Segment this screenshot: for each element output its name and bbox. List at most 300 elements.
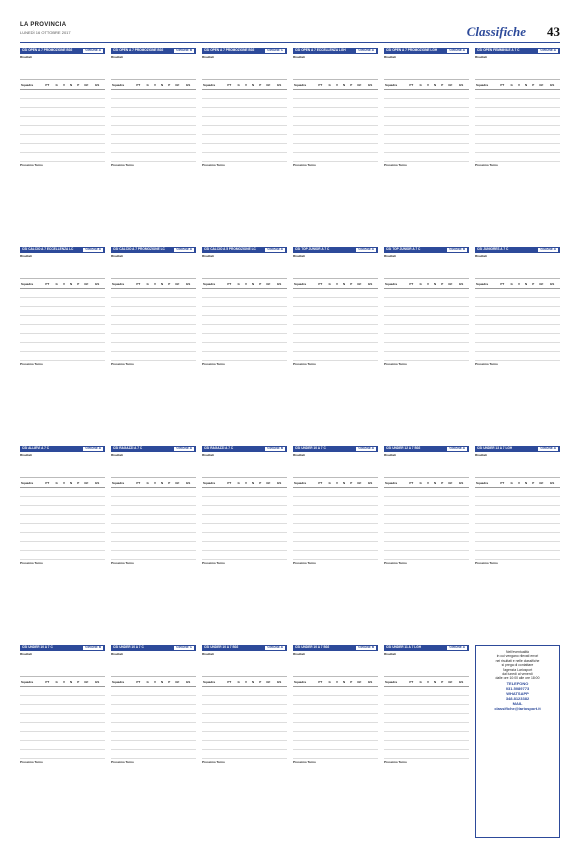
standings-block bbox=[202, 48, 287, 241]
table-row bbox=[111, 333, 196, 342]
phone-number[interactable]: 031.5089773 bbox=[505, 685, 530, 691]
stat-column-header: P bbox=[76, 680, 83, 686]
stat-column-header: GF bbox=[538, 481, 549, 487]
stat-column-header: GS bbox=[276, 481, 287, 487]
table-row bbox=[20, 541, 105, 550]
stat-column-header: PT bbox=[499, 282, 509, 288]
stat-column-header: G bbox=[327, 680, 335, 686]
table-row bbox=[475, 306, 560, 315]
table-row bbox=[384, 134, 469, 143]
mail-label: MAIL bbox=[512, 700, 523, 706]
championship-name: CSI UNDER 10 A 7 C bbox=[113, 645, 144, 649]
stat-column-header: GS bbox=[549, 481, 560, 487]
table-row bbox=[293, 541, 378, 550]
table-row bbox=[293, 704, 378, 713]
table-row bbox=[111, 89, 196, 98]
stat-column-header: GF bbox=[174, 680, 185, 686]
stat-column-header: GF bbox=[265, 680, 276, 686]
table-row bbox=[111, 487, 196, 496]
group-badge: GIRONE C bbox=[267, 48, 283, 52]
table-row bbox=[111, 351, 196, 360]
stat-column-header: GS bbox=[458, 481, 469, 487]
results-list bbox=[384, 59, 469, 80]
table-row bbox=[475, 288, 560, 297]
table-row bbox=[384, 532, 469, 541]
table-row bbox=[111, 152, 196, 161]
table-row bbox=[475, 107, 560, 116]
next-round-label: Prossimo Turno bbox=[20, 361, 43, 366]
stat-column-header: PT bbox=[135, 83, 145, 89]
block-header bbox=[384, 645, 469, 651]
results-label: Risultati bbox=[20, 651, 32, 656]
block-header bbox=[384, 48, 469, 54]
block-header bbox=[202, 645, 287, 651]
table-row bbox=[293, 98, 378, 107]
table-row bbox=[202, 505, 287, 514]
standings-table bbox=[111, 83, 196, 162]
results-label: Risultati bbox=[111, 54, 123, 59]
table-row bbox=[384, 297, 469, 306]
next-round-text bbox=[20, 366, 105, 378]
block-header bbox=[202, 48, 287, 54]
stat-column-header: GS bbox=[94, 680, 105, 686]
next-round-text bbox=[384, 565, 469, 577]
table-row bbox=[384, 487, 469, 496]
table-row bbox=[202, 324, 287, 333]
stat-column-header: G bbox=[418, 680, 426, 686]
table-row bbox=[293, 315, 378, 324]
next-round-label: Prossimo Turno bbox=[475, 162, 498, 167]
standings-block bbox=[111, 645, 196, 838]
stat-column-header: PT bbox=[135, 481, 145, 487]
table-row bbox=[475, 297, 560, 306]
group-badge: GIRONE B bbox=[358, 645, 374, 649]
table-row bbox=[293, 722, 378, 731]
championship-name: CSI UNDER 10 A 7 B02 bbox=[204, 645, 239, 649]
group-badge: GIRONE A bbox=[85, 446, 101, 450]
table-row bbox=[202, 306, 287, 315]
next-round-text bbox=[475, 366, 560, 378]
stat-column-header: V bbox=[517, 83, 524, 89]
championship-name: CSI ALLIEVI A 7 C bbox=[22, 446, 50, 450]
stat-column-header: G bbox=[145, 83, 153, 89]
stat-column-header: P bbox=[167, 481, 174, 487]
results-list bbox=[111, 457, 196, 478]
stat-column-header: GS bbox=[458, 282, 469, 288]
stat-column-header: P bbox=[349, 282, 356, 288]
team-column-header: Squadra bbox=[111, 481, 135, 487]
results-label: Risultati bbox=[20, 253, 32, 258]
stat-column-header: V bbox=[62, 481, 69, 487]
results-label: Risultati bbox=[202, 651, 214, 656]
championship-name: CSI TOP JUNIOR A 7 C bbox=[295, 247, 330, 251]
table-row bbox=[111, 731, 196, 740]
stat-column-header: G bbox=[418, 481, 426, 487]
next-round-label: Prossimo Turno bbox=[293, 560, 316, 565]
standings-block bbox=[475, 446, 560, 639]
promo-line: dalle ore 10:00 alle ore 18:00 bbox=[495, 676, 540, 681]
table-row bbox=[384, 107, 469, 116]
stat-column-header: P bbox=[76, 282, 83, 288]
stat-column-header: V bbox=[62, 680, 69, 686]
team-column-header: Squadra bbox=[475, 282, 499, 288]
stat-column-header: PT bbox=[317, 481, 327, 487]
stat-column-header: PT bbox=[135, 680, 145, 686]
table-row bbox=[20, 704, 105, 713]
promo-line: nei risultati e nelle classifiche bbox=[495, 658, 540, 663]
team-column-header: Squadra bbox=[202, 83, 226, 89]
block-header bbox=[111, 48, 196, 54]
table-row bbox=[475, 342, 560, 351]
table-row bbox=[384, 541, 469, 550]
standings-table bbox=[20, 83, 105, 162]
table-row bbox=[293, 288, 378, 297]
stat-column-header: G bbox=[145, 680, 153, 686]
stat-column-header: N bbox=[160, 83, 167, 89]
block-header bbox=[293, 247, 378, 253]
table-row bbox=[475, 125, 560, 134]
table-row bbox=[384, 722, 469, 731]
table-row bbox=[293, 731, 378, 740]
results-label: Risultati bbox=[293, 452, 305, 457]
table-row bbox=[202, 550, 287, 559]
next-round-text bbox=[20, 764, 105, 776]
table-row bbox=[293, 297, 378, 306]
standings-block bbox=[111, 446, 196, 639]
stat-column-header: V bbox=[153, 481, 160, 487]
newspaper-brand: LA PROVINCIA bbox=[20, 22, 67, 28]
stat-column-header: N bbox=[69, 282, 76, 288]
promo-line: in cui vengano rilevati errori bbox=[496, 654, 539, 659]
team-column-header: Squadra bbox=[293, 83, 317, 89]
standings-block bbox=[475, 247, 560, 440]
team-column-header: Squadra bbox=[111, 83, 135, 89]
stat-column-header: G bbox=[54, 282, 62, 288]
results-label: Risultati bbox=[384, 253, 396, 258]
table-row bbox=[384, 125, 469, 134]
stat-column-header: P bbox=[531, 83, 538, 89]
stat-column-header: GF bbox=[538, 83, 549, 89]
standings-table bbox=[111, 282, 196, 361]
group-badge: GIRONE A bbox=[267, 247, 283, 251]
table-row bbox=[20, 116, 105, 125]
whatsapp-label: WHATSAPP bbox=[506, 690, 529, 696]
next-round-text bbox=[202, 366, 287, 378]
table-row bbox=[202, 514, 287, 523]
standings-block bbox=[202, 645, 287, 838]
next-round-label: Prossimo Turno bbox=[202, 560, 225, 565]
stat-column-header: GF bbox=[174, 83, 185, 89]
block-header bbox=[111, 247, 196, 253]
issue-date: LUNEDÌ 16 OTTOBRE 2017 bbox=[20, 30, 71, 35]
team-column-header: Squadra bbox=[384, 83, 408, 89]
championship-name: CSI CALCIO A 7 PROMOZIONE LC bbox=[113, 247, 165, 251]
stat-column-header: GS bbox=[94, 481, 105, 487]
stat-column-header: P bbox=[258, 282, 265, 288]
stat-column-header: N bbox=[433, 481, 440, 487]
table-row bbox=[111, 740, 196, 749]
team-column-header: Squadra bbox=[293, 481, 317, 487]
page-number: 43 bbox=[547, 24, 560, 39]
table-row bbox=[111, 315, 196, 324]
group-badge: GIRONE A bbox=[176, 446, 192, 450]
standings-block bbox=[293, 446, 378, 639]
table-row bbox=[293, 152, 378, 161]
stat-column-header: N bbox=[433, 83, 440, 89]
standings-block bbox=[20, 247, 105, 440]
table-row bbox=[475, 550, 560, 559]
table-row bbox=[384, 152, 469, 161]
next-round-label: Prossimo Turno bbox=[293, 162, 316, 167]
team-column-header: Squadra bbox=[202, 282, 226, 288]
table-row bbox=[111, 686, 196, 695]
next-round-text bbox=[20, 565, 105, 577]
next-round-text bbox=[293, 764, 378, 776]
table-row bbox=[20, 107, 105, 116]
stat-column-header: P bbox=[349, 481, 356, 487]
table-row bbox=[475, 134, 560, 143]
standings-table bbox=[111, 481, 196, 560]
next-round-label: Prossimo Turno bbox=[20, 560, 43, 565]
table-row bbox=[20, 731, 105, 740]
block-header bbox=[293, 446, 378, 452]
stat-column-header: GS bbox=[458, 83, 469, 89]
stat-column-header: GS bbox=[276, 83, 287, 89]
championship-name: CSI OPEN A 7 PROMOZIONE B02 bbox=[204, 48, 255, 52]
team-column-header: Squadra bbox=[202, 481, 226, 487]
stat-column-header: G bbox=[54, 83, 62, 89]
table-row bbox=[20, 125, 105, 134]
standings-table bbox=[384, 680, 469, 759]
table-row bbox=[20, 740, 105, 749]
next-round-text bbox=[293, 167, 378, 179]
group-badge: GIRONE A bbox=[85, 247, 101, 251]
next-round-label: Prossimo Turno bbox=[293, 361, 316, 366]
table-row bbox=[20, 514, 105, 523]
standings-table bbox=[202, 83, 287, 162]
group-badge: GIRONE B bbox=[85, 645, 101, 649]
mail-address[interactable]: classifiche@lariosport.it bbox=[494, 705, 541, 711]
team-column-header: Squadra bbox=[202, 680, 226, 686]
table-row bbox=[293, 107, 378, 116]
stat-column-header: PT bbox=[135, 282, 145, 288]
results-list bbox=[20, 59, 105, 80]
table-row bbox=[111, 297, 196, 306]
stat-column-header: GF bbox=[447, 282, 458, 288]
stat-column-header: PT bbox=[226, 680, 236, 686]
group-badge: GIRONE A bbox=[176, 247, 192, 251]
table-row bbox=[111, 704, 196, 713]
whatsapp-number[interactable]: 348.8123382 bbox=[505, 695, 530, 701]
team-column-header: Squadra bbox=[20, 481, 44, 487]
stat-column-header: GF bbox=[356, 83, 367, 89]
standings-block bbox=[293, 48, 378, 241]
stat-column-header: GS bbox=[458, 680, 469, 686]
table-row bbox=[20, 98, 105, 107]
results-list bbox=[475, 59, 560, 80]
stat-column-header: G bbox=[145, 481, 153, 487]
table-row bbox=[111, 288, 196, 297]
stat-column-header: P bbox=[167, 282, 174, 288]
team-column-header: Squadra bbox=[111, 680, 135, 686]
table-row bbox=[384, 749, 469, 758]
section-title: Classifiche bbox=[466, 24, 526, 39]
group-badge: GIRONE B bbox=[449, 247, 465, 251]
table-row bbox=[384, 351, 469, 360]
stat-column-header: V bbox=[335, 83, 342, 89]
stat-column-header: PT bbox=[226, 481, 236, 487]
stat-column-header: V bbox=[244, 481, 251, 487]
standings-table bbox=[293, 282, 378, 361]
results-list bbox=[202, 457, 287, 478]
stat-column-header: GF bbox=[83, 680, 94, 686]
next-round-label: Prossimo Turno bbox=[111, 560, 134, 565]
standings-table bbox=[202, 481, 287, 560]
table-row bbox=[384, 315, 469, 324]
results-list bbox=[202, 59, 287, 80]
team-column-header: Squadra bbox=[20, 282, 44, 288]
block-header bbox=[20, 247, 105, 253]
table-row bbox=[202, 496, 287, 505]
stat-column-header: PT bbox=[317, 680, 327, 686]
table-row bbox=[475, 143, 560, 152]
table-row bbox=[111, 342, 196, 351]
stat-column-header: PT bbox=[408, 282, 418, 288]
results-label: Risultati bbox=[202, 54, 214, 59]
results-list bbox=[111, 656, 196, 677]
stat-column-header: PT bbox=[499, 481, 509, 487]
results-label: Risultati bbox=[293, 54, 305, 59]
team-column-header: Squadra bbox=[475, 83, 499, 89]
table-row bbox=[202, 288, 287, 297]
team-column-header: Squadra bbox=[111, 282, 135, 288]
table-row bbox=[202, 541, 287, 550]
block-header bbox=[20, 645, 105, 651]
next-round-text bbox=[111, 167, 196, 179]
stat-column-header: N bbox=[251, 680, 258, 686]
group-badge: GIRONE A bbox=[540, 247, 556, 251]
next-round-label: Prossimo Turno bbox=[384, 361, 407, 366]
table-row bbox=[475, 541, 560, 550]
table-row bbox=[202, 722, 287, 731]
table-row bbox=[293, 550, 378, 559]
table-row bbox=[293, 713, 378, 722]
masthead bbox=[20, 22, 560, 44]
standings-table bbox=[111, 680, 196, 759]
table-row bbox=[293, 143, 378, 152]
stat-column-header: N bbox=[69, 481, 76, 487]
stat-column-header: PT bbox=[499, 83, 509, 89]
table-row bbox=[384, 143, 469, 152]
results-label: Risultati bbox=[293, 651, 305, 656]
stat-column-header: N bbox=[524, 481, 531, 487]
stat-column-header: G bbox=[236, 282, 244, 288]
results-list bbox=[111, 59, 196, 80]
standings-block bbox=[475, 48, 560, 241]
stat-column-header: N bbox=[342, 481, 349, 487]
table-row bbox=[202, 713, 287, 722]
stat-column-header: P bbox=[440, 83, 447, 89]
table-row bbox=[384, 324, 469, 333]
next-round-label: Prossimo Turno bbox=[20, 759, 43, 764]
stat-column-header: GF bbox=[83, 83, 94, 89]
stat-column-header: V bbox=[153, 282, 160, 288]
table-row bbox=[20, 722, 105, 731]
stat-column-header: P bbox=[440, 680, 447, 686]
stat-column-header: GS bbox=[185, 83, 196, 89]
table-row bbox=[20, 333, 105, 342]
table-row bbox=[20, 749, 105, 758]
standings-block bbox=[202, 247, 287, 440]
stat-column-header: V bbox=[244, 83, 251, 89]
table-row bbox=[293, 333, 378, 342]
stat-column-header: V bbox=[62, 282, 69, 288]
team-column-header: Squadra bbox=[293, 680, 317, 686]
standings-block bbox=[384, 645, 469, 838]
stat-column-header: GS bbox=[185, 680, 196, 686]
table-row bbox=[384, 496, 469, 505]
block-header bbox=[293, 645, 378, 651]
standings-block bbox=[384, 446, 469, 639]
table-row bbox=[202, 98, 287, 107]
championship-name: CSI UNDER 10 A 7 C bbox=[22, 645, 53, 649]
standings-block bbox=[20, 645, 105, 838]
next-round-label: Prossimo Turno bbox=[384, 560, 407, 565]
table-row bbox=[293, 89, 378, 98]
team-column-header: Squadra bbox=[20, 83, 44, 89]
results-list bbox=[384, 457, 469, 478]
results-list bbox=[20, 457, 105, 478]
stat-column-header: V bbox=[517, 481, 524, 487]
stat-column-header: N bbox=[251, 282, 258, 288]
table-row bbox=[202, 116, 287, 125]
promo-line: l'agenzia Lariosport bbox=[502, 667, 533, 672]
stat-column-header: P bbox=[167, 83, 174, 89]
team-column-header: Squadra bbox=[384, 282, 408, 288]
results-list bbox=[384, 258, 469, 279]
stat-column-header: N bbox=[342, 680, 349, 686]
stat-column-header: PT bbox=[317, 282, 327, 288]
results-label: Risultati bbox=[111, 452, 123, 457]
table-row bbox=[293, 496, 378, 505]
results-list bbox=[202, 656, 287, 677]
team-column-header: Squadra bbox=[20, 680, 44, 686]
stat-column-header: G bbox=[418, 282, 426, 288]
championship-name: CSI UNDER 11 A 7 LGH bbox=[386, 645, 422, 649]
stat-column-header: GS bbox=[276, 680, 287, 686]
group-badge: GIRONE A bbox=[449, 48, 465, 52]
table-row bbox=[202, 686, 287, 695]
stat-column-header: GF bbox=[447, 680, 458, 686]
errata-contact-box bbox=[475, 645, 560, 838]
next-round-label: Prossimo Turno bbox=[20, 162, 43, 167]
stat-column-header: PT bbox=[408, 481, 418, 487]
stat-column-header: N bbox=[69, 680, 76, 686]
table-row bbox=[202, 297, 287, 306]
table-row bbox=[202, 487, 287, 496]
table-row bbox=[20, 695, 105, 704]
table-row bbox=[293, 523, 378, 532]
table-row bbox=[202, 107, 287, 116]
stat-column-header: G bbox=[509, 282, 517, 288]
table-row bbox=[111, 496, 196, 505]
table-row bbox=[20, 523, 105, 532]
stat-column-header: P bbox=[349, 83, 356, 89]
stat-column-header: P bbox=[76, 481, 83, 487]
standings-block bbox=[20, 446, 105, 639]
stat-column-header: GF bbox=[265, 83, 276, 89]
championship-name: CSI OPEN A 7 ECCELLENZA LGH bbox=[295, 48, 346, 52]
